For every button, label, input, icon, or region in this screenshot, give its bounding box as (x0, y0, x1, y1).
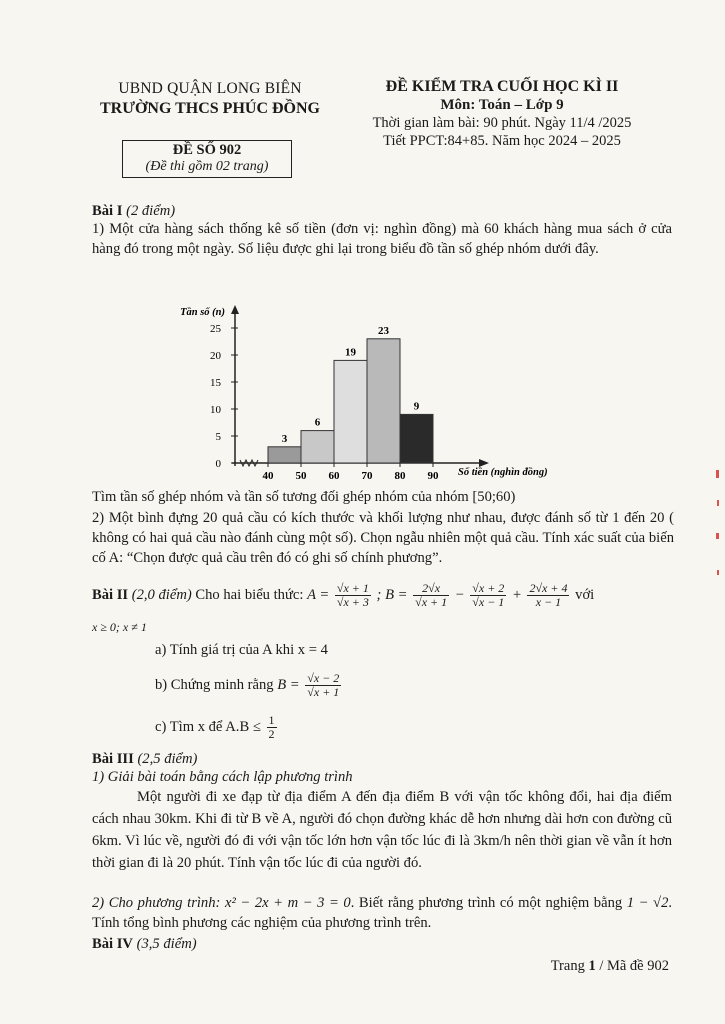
y-axis-title: Tần số (n) (180, 307, 225, 318)
x-tick-label: 60 (328, 470, 340, 482)
bai3-p2-text: . Biết rằng phương trình có một nghiệm bằng (350, 895, 623, 911)
bai3-equation: x² − 2x + m − 3 = 0 (224, 895, 351, 911)
scan-mark (717, 570, 719, 575)
bai1-q1: Tìm tần số ghép nhóm và tần số tương đối ghép nhóm của nhóm [50;60) (92, 489, 516, 505)
bai3-p2 (92, 893, 672, 933)
y-tick-label: 15 (210, 377, 221, 389)
bai2-qc: c) Tìm x để A.B ≤ $\frac{1}{2}$ (155, 713, 275, 741)
bai4-points: (3,5 điểm) (136, 936, 197, 952)
x-tick-label: 90 (427, 470, 439, 482)
y-tick-label: 10 (210, 404, 221, 416)
footer-page-num: 1 (588, 958, 596, 974)
pages-note: (Đề thi gồm 02 trang) (145, 159, 269, 174)
x-tick-label: 50 (295, 470, 307, 482)
header-right (352, 78, 652, 150)
bai4-heading (92, 934, 197, 954)
bar (367, 339, 400, 463)
histogram-chart (160, 300, 580, 485)
page-footer (551, 958, 669, 975)
expr-b: B = $\frac{2√x}{√x + 1}$ − $\frac{√x + 2}{√x - 1}$ + $\frac{2√x + 4}{x - 1}$ (385, 581, 568, 609)
x-tick-label: 80 (394, 470, 406, 482)
bar (301, 431, 334, 463)
district-name: UBND QUẬN LONG BIÊN (118, 80, 302, 97)
y-tick-label: 25 (210, 323, 221, 335)
time-line: Thời gian làm bài: 90 phút. Ngày 11/4 /2025 (372, 115, 632, 131)
bar-value-label: 9 (413, 400, 420, 413)
bai2-qb-text: b) Chứng minh rằng (155, 676, 274, 693)
exam-code-box (122, 140, 292, 178)
footer-page-label: Trang (550, 958, 585, 974)
bai2-points: (2,0 điểm) (131, 586, 192, 603)
bai3-p2-end: . Tính tổng bình phương các nghiệm của phương trình trên. (92, 895, 673, 931)
footer-code: / Mã đề 902 (599, 958, 669, 974)
bai3-sub1: 1) Giải bài toán bằng cách lập phương trình (92, 769, 353, 785)
bai3-root: 1 − √2 (626, 895, 669, 911)
bai2-intro: Cho hai biểu thức: (195, 586, 304, 603)
bai1-p2: 2) Một bình đựng 20 quả cầu có kích thước và khối lượng như nhau, được đánh số từ 1 đến 20 ( không có hai quả cầu nào đánh cùng một số). Chọn ngẫu nhiên một quả cầu. Tính xác suất của biến cố A: “Chọn được quả cầu trên đó có ghi số chính phương”. (92, 510, 674, 566)
scan-mark (717, 500, 719, 506)
bai2-heading (92, 582, 692, 609)
bar-value-label: 23 (378, 324, 389, 337)
bai3-heading (92, 749, 197, 769)
bai1-heading (92, 201, 672, 221)
bai2-qa: a) Tính giá trị của A khi x = 4 (155, 642, 328, 658)
bai2-condition: x ≥ 0; x ≠ 1 (92, 620, 147, 634)
bar (268, 447, 301, 463)
bar (400, 414, 433, 463)
ppct-line: Tiết PPCT:84+85. Năm học 2024 – 2025 (383, 133, 621, 149)
school-name: TRƯỜNG THCS PHÚC ĐỒNG (99, 100, 320, 117)
x-tick-label: 70 (361, 470, 373, 482)
y-tick-label: 0 (215, 458, 221, 470)
bai3-p2-label: 2) Cho phương trình: (92, 895, 221, 911)
bai4-title: Bài IV (92, 936, 133, 952)
bar-value-label: 3 (281, 432, 288, 445)
bar-value-label: 6 (314, 416, 321, 429)
bai2-title: Bài II (92, 586, 129, 603)
bai2-with: với (575, 586, 595, 603)
bai3-p1: Một người đi xe đạp từ địa điểm A đến địa điểm B với vận tốc không đổi, hai địa điểm cách nhau 30km. Khi đi từ B về A, người đó chọn đường khác dễ hơn nhưng dài hơn con đường cũ 6km. Vì lúc về, người đó đi với vận tốc lớn hơn vận tốc lúc đi là 3km/h nên thời gian về vẫn ít hơn thời gian đi là 20 phút. Tính vận tốc lúc đi của người đó. (92, 789, 672, 871)
bai1-p1: 1) Một cửa hàng sách thống kê số tiền (đơn vị: nghìn đồng) mà 60 khách hàng mua sách ở cửa hàng đó trong một ngày. Số liệu được ghi lại trong biểu đồ tần số ghép nhóm dưới đây. (92, 221, 672, 257)
header-left (90, 80, 330, 118)
bai2-qb: b) Chứng minh rằng B = $\frac{√x - 2}{√x + 1}$ (155, 671, 340, 699)
x-tick-label: 40 (262, 470, 274, 482)
bai3-points: (2,5 điểm) (137, 751, 198, 767)
expr-a: A = $\frac{√x + 1}{√x + 3}$ ; (307, 581, 386, 609)
bai1-title: Bài I (92, 203, 123, 219)
x-axis-title: Số tiền (nghìn đồng) (458, 467, 548, 478)
exam-title: ĐỀ KIỂM TRA CUỐI HỌC KÌ II (385, 78, 619, 95)
bar-value-label: 19 (345, 346, 356, 359)
y-axis-arrow (231, 305, 239, 314)
bai3-title: Bài III (92, 751, 134, 767)
subject-line: Môn: Toán – Lớp 9 (440, 97, 564, 113)
y-tick-label: 20 (210, 350, 221, 362)
x-axis-arrow (479, 459, 489, 467)
bai2-qc-text: c) Tìm x để A.B ≤ (155, 718, 261, 735)
y-tick-label: 5 (215, 431, 221, 443)
scan-mark (716, 533, 719, 539)
bai1-points: (2 điểm) (126, 203, 176, 219)
exam-code: ĐỀ SỐ 902 (172, 142, 242, 158)
bar (334, 360, 367, 463)
scan-mark (716, 470, 719, 478)
